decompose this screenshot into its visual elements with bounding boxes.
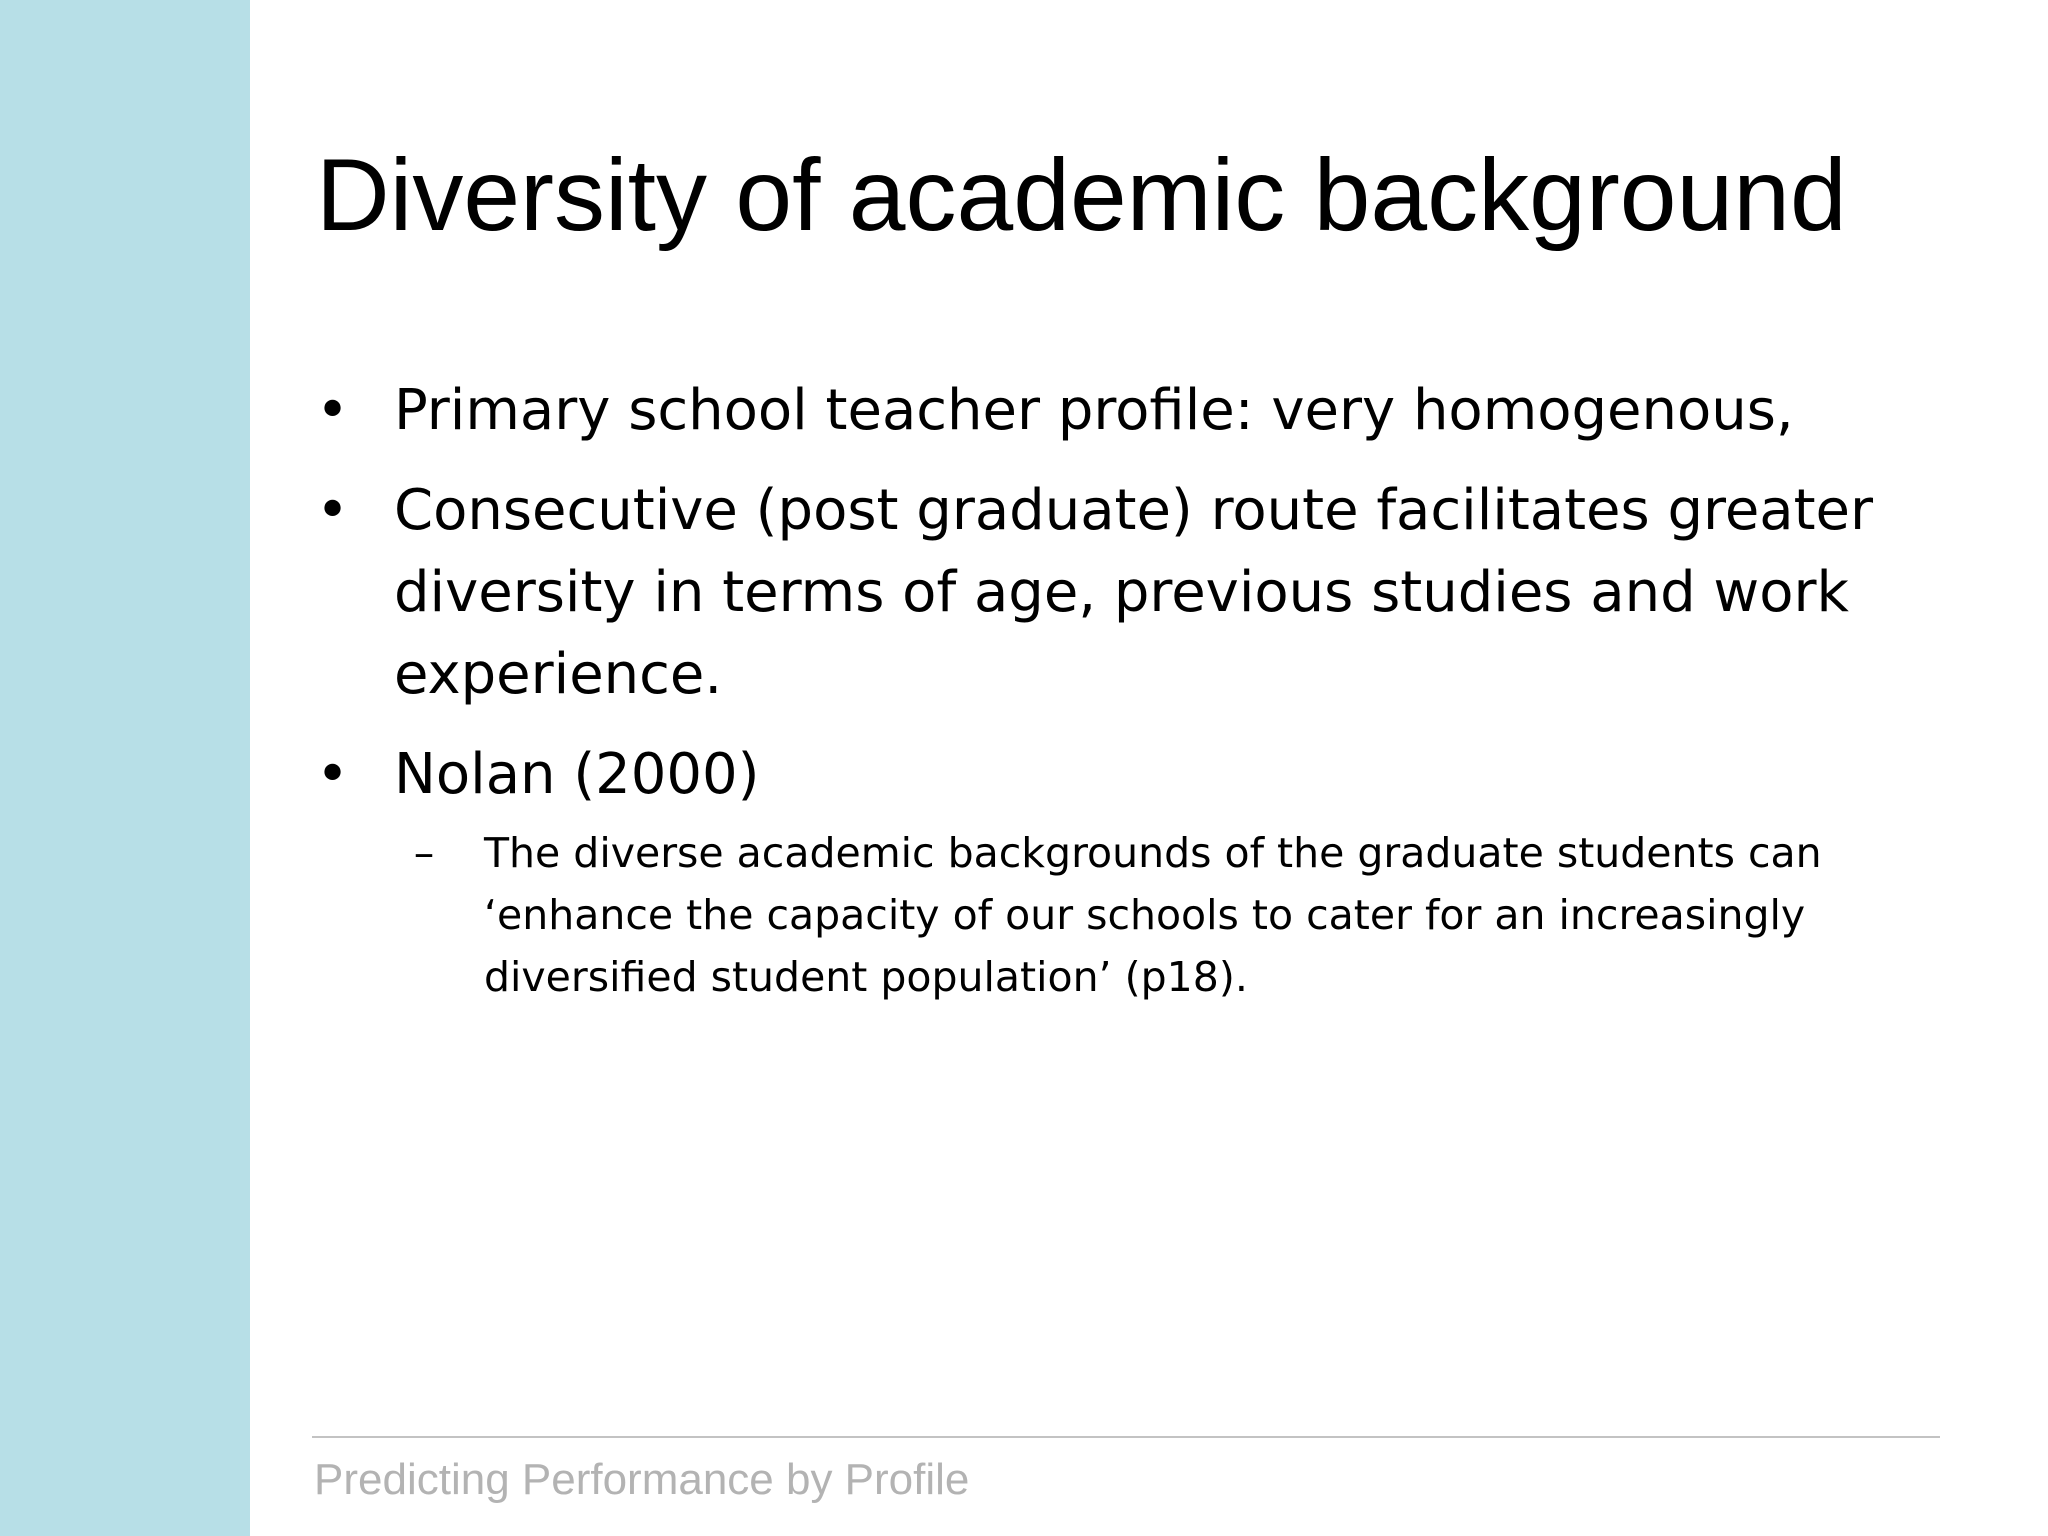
slide-title: Diversity of academic background <box>316 138 1847 252</box>
bullet-marker: • <box>316 378 350 443</box>
footer-divider <box>312 1436 1940 1438</box>
bullet-item <box>316 734 1876 1008</box>
bullet-text: Consecutive (post graduate) route facilitates greater diversity in terms of age, previous studies and work experience. <box>394 478 1874 707</box>
side-accent-band <box>0 0 250 1536</box>
bullet-list <box>316 370 1876 1026</box>
bullet-item <box>316 370 1876 452</box>
sub-bullet-text: The diverse academic backgrounds of the graduate students can ‘enhance the capacity of our schools to cater for an increasingly diversified student population’ (p18). <box>484 829 1822 1001</box>
footer-text: Predicting Performance by Profile <box>314 1455 970 1504</box>
bullet-marker: • <box>316 478 350 543</box>
bullet-text: Nolan (2000) <box>394 742 760 807</box>
bullet-marker: • <box>316 742 350 807</box>
sub-bullet-item <box>394 822 1876 1008</box>
sub-bullet-marker: – <box>413 829 435 877</box>
sub-bullet-list <box>394 822 1876 1008</box>
bullet-text: Primary school teacher profile: very homogenous, <box>394 378 1794 443</box>
bullet-item <box>316 470 1876 716</box>
